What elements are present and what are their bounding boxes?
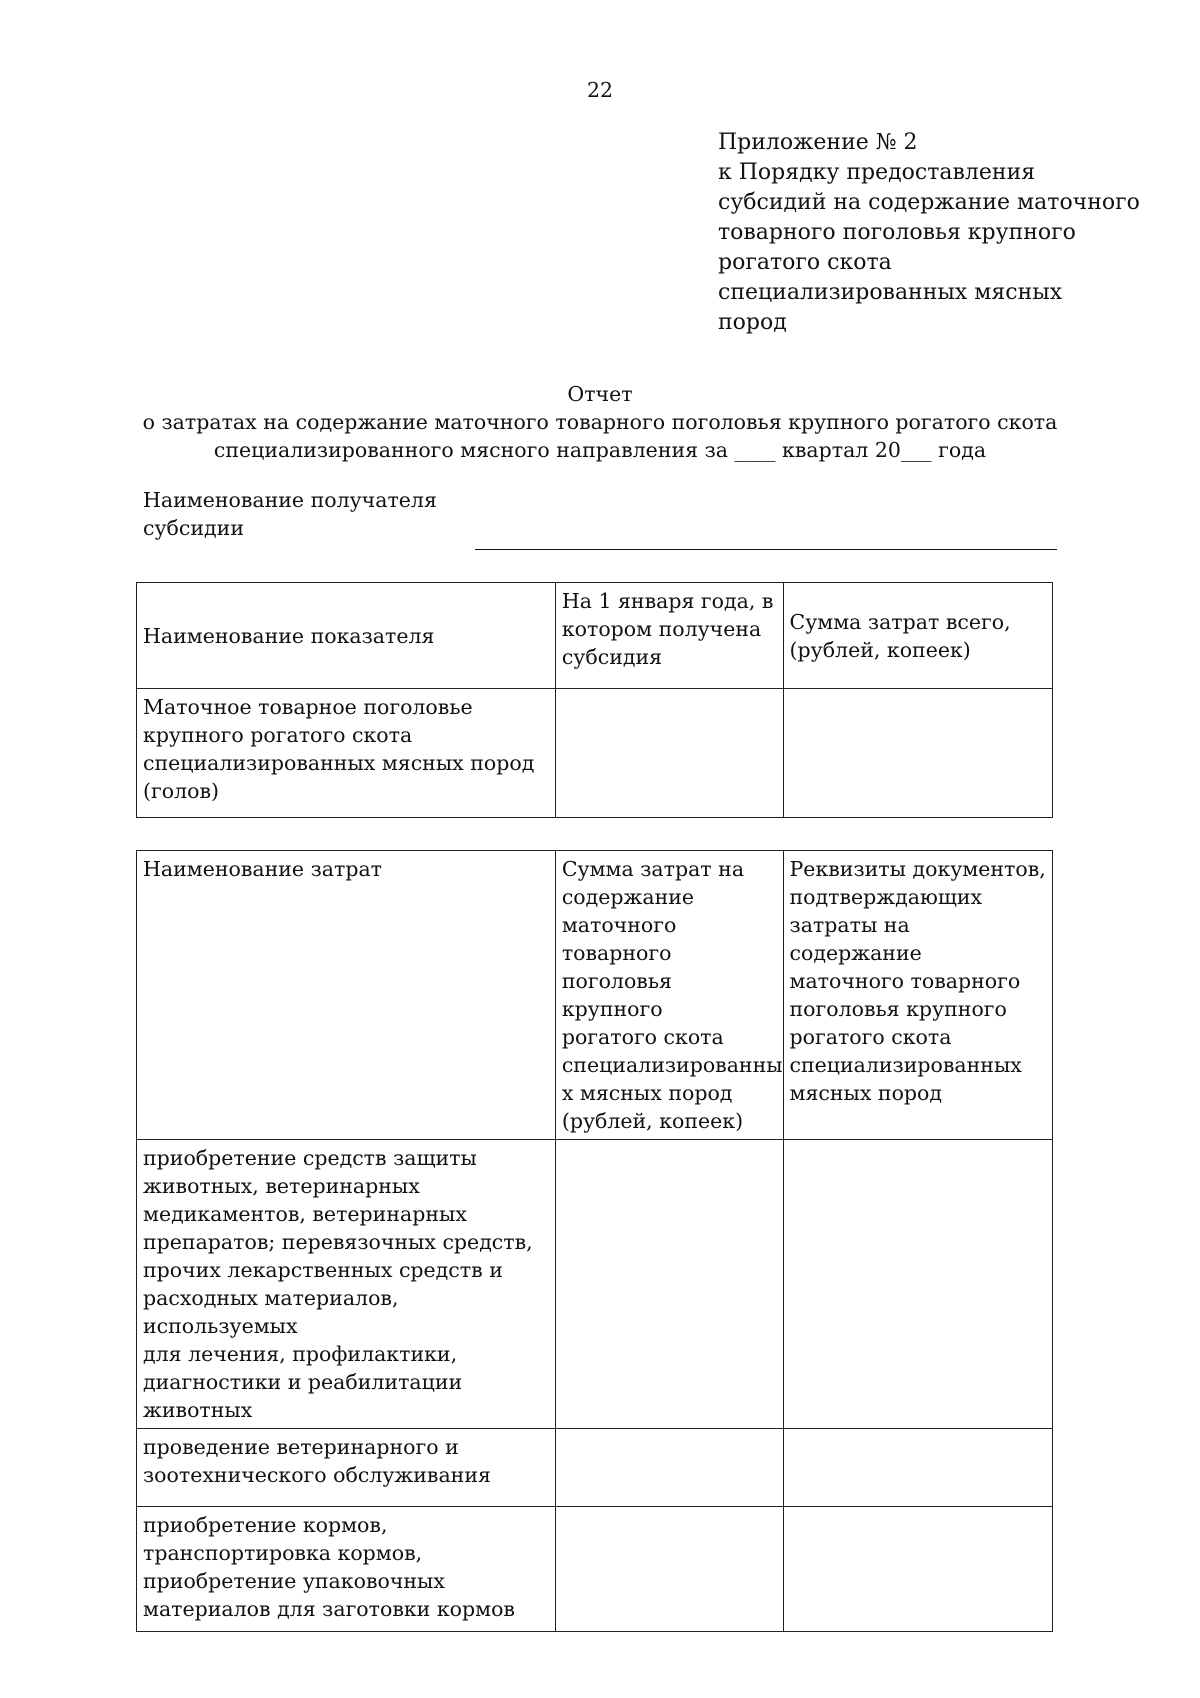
table-row <box>137 1507 1053 1632</box>
cell-line: Маточное товарное поголовье <box>143 695 473 719</box>
page-number: 22 <box>586 78 614 102</box>
recipient-name-field-line <box>475 549 1057 550</box>
cell-line: препаратов; перевязочных средств, <box>143 1230 533 1254</box>
cell-line: рогатого скота <box>789 1025 952 1049</box>
empty-value-cell[interactable] <box>555 689 783 818</box>
header-cell-cost-name <box>137 851 556 1140</box>
row-label-cell <box>137 1507 556 1632</box>
header-cell-document-details <box>783 851 1052 1140</box>
appendix-line: товарного поголовья крупного <box>718 220 1076 245</box>
appendix-heading <box>718 128 1158 338</box>
cell-line: субсидия <box>561 645 663 669</box>
cell-line: Сумма затрат всего, <box>789 609 1011 634</box>
cell-line: крупного рогатого скота <box>143 723 413 747</box>
empty-value-cell[interactable] <box>555 1140 783 1429</box>
cell-line: подтверждающих <box>789 885 983 909</box>
cell-line: маточного товарного <box>789 969 1021 993</box>
cell-line: котором получена <box>561 617 762 641</box>
recipient-label-line: субсидии <box>143 516 244 540</box>
cell-line: проведение ветеринарного и <box>143 1435 459 1459</box>
report-subtitle-line: о затратах на содержание маточного товарного поголовья крупного рогатого скота <box>142 410 1058 434</box>
table-header-row <box>137 583 1053 689</box>
recipient-label <box>143 486 437 542</box>
cell-line: для лечения, профилактики, <box>143 1342 458 1366</box>
cell-line: х мясных пород <box>561 1081 733 1105</box>
report-subtitle-line: специализированного мясного направления за ____ квартал 20___ года <box>213 438 987 462</box>
table-row <box>137 689 1053 818</box>
cell-line: животных <box>143 1398 253 1422</box>
cell-line: (рублей, копеек) <box>789 637 971 662</box>
cell-line: рогатого скота <box>561 1025 724 1049</box>
costs-table <box>136 850 1053 1632</box>
cell-line: приобретение кормов, <box>143 1513 388 1537</box>
cell-line: Реквизиты документов, <box>789 857 1046 881</box>
cell-line: специализированны <box>561 1053 783 1077</box>
cell-line: (рублей, копеек) <box>561 1109 744 1133</box>
row-label-cell <box>137 689 556 818</box>
header-cell-total-costs <box>783 583 1052 689</box>
cell-line: диагностики и реабилитации <box>143 1370 463 1394</box>
appendix-line: рогатого скота <box>718 250 892 275</box>
table-row <box>137 1140 1053 1429</box>
appendix-line: пород <box>718 310 787 335</box>
cell-line: зоотехнического обслуживания <box>143 1463 491 1487</box>
table-header-row <box>137 851 1053 1140</box>
cell-line: транспортировка кормов, <box>143 1541 423 1565</box>
cell-line: поголовья крупного <box>561 969 672 1021</box>
empty-value-cell[interactable] <box>555 1507 783 1632</box>
cell-line: приобретение средств защиты <box>143 1146 477 1170</box>
table-row <box>137 1429 1053 1507</box>
row-label-cell <box>137 1140 556 1429</box>
cell-line: маточного товарного <box>561 913 677 965</box>
empty-value-cell[interactable] <box>783 1507 1052 1632</box>
cell-line: содержание <box>561 885 695 909</box>
cell-line: прочих лекарственных средств и <box>143 1258 503 1282</box>
empty-value-cell[interactable] <box>555 1429 783 1507</box>
header-cell-cost-sum <box>555 851 783 1140</box>
cell-line: медикаментов, ветеринарных <box>143 1202 467 1226</box>
cell-line: мясных пород <box>789 1081 943 1105</box>
cell-line: Наименование затрат <box>143 857 383 881</box>
cell-line: Сумма затрат на <box>561 857 745 881</box>
empty-value-cell[interactable] <box>783 1429 1052 1507</box>
cell-line: (голов) <box>143 779 219 803</box>
report-title: Отчет <box>567 382 633 406</box>
appendix-line: субсидий на содержание маточного <box>718 190 1140 215</box>
appendix-line: Приложение № 2 <box>718 130 918 155</box>
cell-line: специализированных <box>789 1053 1022 1077</box>
cell-line: животных, ветеринарных <box>143 1174 420 1198</box>
cell-line: приобретение упаковочных <box>143 1569 445 1593</box>
cell-line: Наименование показателя <box>143 623 435 648</box>
cell-line: расходных материалов, используемых <box>143 1286 399 1338</box>
report-title-block <box>0 380 1200 464</box>
cell-line: поголовья крупного <box>789 997 1007 1021</box>
appendix-line: специализированных мясных <box>718 280 1063 305</box>
recipient-label-line: Наименование получателя <box>143 488 437 512</box>
empty-value-cell[interactable] <box>783 1140 1052 1429</box>
cell-line: На 1 января года, в <box>561 589 774 613</box>
header-cell-jan1 <box>555 583 783 689</box>
cell-line: материалов для заготовки кормов <box>143 1597 515 1621</box>
row-label-cell <box>137 1429 556 1507</box>
cell-line: затраты на содержание <box>789 913 922 965</box>
header-cell-indicator-name <box>137 583 556 689</box>
cell-line: специализированных мясных пород <box>143 751 535 775</box>
empty-value-cell[interactable] <box>783 689 1052 818</box>
appendix-line: к Порядку предоставления <box>718 160 1036 185</box>
livestock-count-table <box>136 582 1053 818</box>
